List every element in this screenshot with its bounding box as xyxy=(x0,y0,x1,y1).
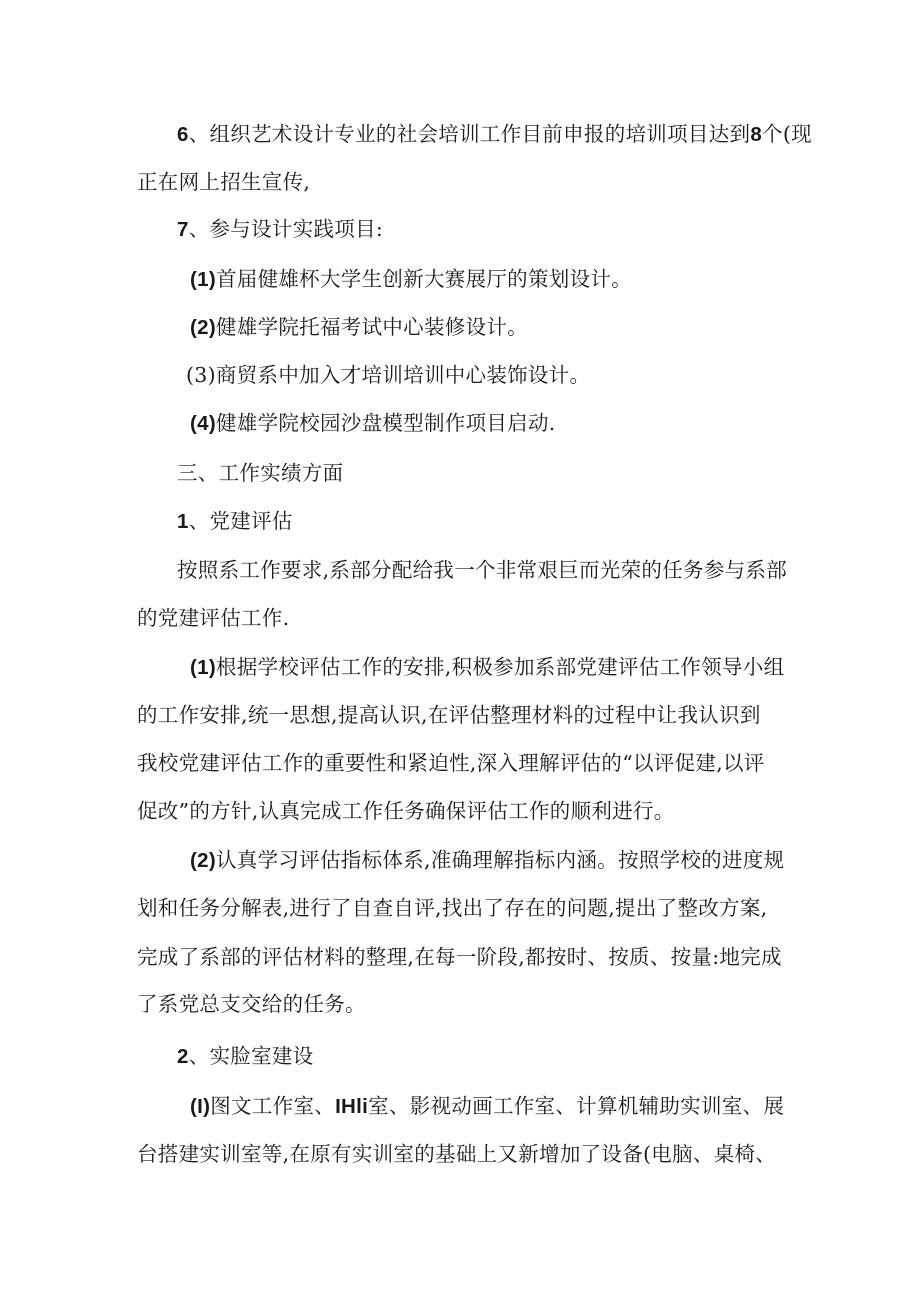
text-line xyxy=(177,120,812,149)
line-text: 三、工作实绩方面 xyxy=(177,461,344,485)
line-text: 划和任务分解表,进行了自查自评,找出了存在的问题,提出了整改方案, xyxy=(137,896,768,920)
text-line xyxy=(190,265,632,294)
text-line xyxy=(177,556,787,584)
item-number: (4) xyxy=(190,412,216,435)
item-number: 7 xyxy=(177,218,189,241)
item-number: IHli xyxy=(335,1095,369,1118)
line-text: 健雄学院校园沙盘模型制作项目启动. xyxy=(215,411,556,435)
item-number: 1 xyxy=(177,510,189,533)
line-text: (3)商贸系中加入才培训培训中心装饰设计。 xyxy=(186,363,591,387)
text-line xyxy=(190,313,528,342)
line-text: 按照系工作要求,系部分配给我一个非常艰巨而光荣的任务参与系部 xyxy=(177,558,788,582)
item-number: (2) xyxy=(190,849,216,872)
item-number: (2) xyxy=(190,316,216,339)
line-text: 正在网上招生宣传, xyxy=(137,170,311,194)
subsection-heading xyxy=(177,507,293,536)
line-text: 健雄学院托福考试中心装修设计。 xyxy=(215,315,528,339)
line-text: 、参与设计实践项目: xyxy=(188,217,384,241)
item-number: (1) xyxy=(190,656,216,679)
item-number: (1) xyxy=(190,268,216,291)
line-text: 、组织艺术设计专业的社会培训工作目前申报的培训项目达到 xyxy=(188,122,751,146)
line-text: 图文工作室、 xyxy=(210,1094,336,1118)
text-line xyxy=(137,168,310,196)
text-line xyxy=(137,943,782,971)
line-text: 认真学习评估指标体系,准确理解指标内涵。按照学校的进度规 xyxy=(215,848,785,872)
text-line xyxy=(137,1140,776,1168)
subsection-heading xyxy=(177,1042,314,1071)
item-number: 6 xyxy=(177,123,189,146)
line-text: 台搭建实训室等,在原有实训室的基础上又新增加了设备(电脑、桌椅、 xyxy=(137,1142,777,1166)
line-text: 、实脸室建设 xyxy=(188,1044,314,1068)
text-line xyxy=(190,1092,784,1121)
text-line xyxy=(137,990,366,1018)
line-text: 的党建评估工作. xyxy=(137,606,290,630)
text-line xyxy=(190,846,784,875)
text-line xyxy=(186,361,590,389)
line-text: 的工作安排,统一思想,提高认识,在评估整理材料的过程中让我认识到 xyxy=(137,703,761,727)
line-text: 、党建评估 xyxy=(188,509,293,533)
line-text: 根据学校评估工作的安排,积极参加系部党建评估工作领导小组 xyxy=(215,655,785,679)
line-text: 完成了系部的评估材料的整理,在每一阶段,都按时、按质、按量:地完成 xyxy=(137,945,782,969)
item-number: (I) xyxy=(190,1095,211,1118)
item-number: 2 xyxy=(177,1045,189,1068)
text-line xyxy=(137,701,761,729)
item-number: 8 xyxy=(750,123,763,146)
text-line xyxy=(190,653,784,682)
text-line xyxy=(137,749,765,777)
line-text: 个(现 xyxy=(762,122,812,146)
text-line xyxy=(190,409,556,438)
line-text: 促改”的方针,认真完成工作任务确保评估工作的顺利进行。 xyxy=(137,799,675,823)
section-heading xyxy=(177,459,343,487)
line-text: 了系党总支交给的任务。 xyxy=(137,992,366,1016)
line-text: 首届健雄杯大学生创新大赛展厅的策划设计。 xyxy=(215,267,632,291)
line-text: 室、影视动画工作室、计算机辅助实训室、展 xyxy=(368,1094,785,1118)
text-line xyxy=(137,604,289,632)
text-line xyxy=(177,215,383,244)
text-line xyxy=(137,894,767,922)
line-text: 我校党建评估工作的重要性和紧迫性,深入理解评估的“以评促建,以评 xyxy=(137,751,765,775)
text-line xyxy=(137,797,675,825)
